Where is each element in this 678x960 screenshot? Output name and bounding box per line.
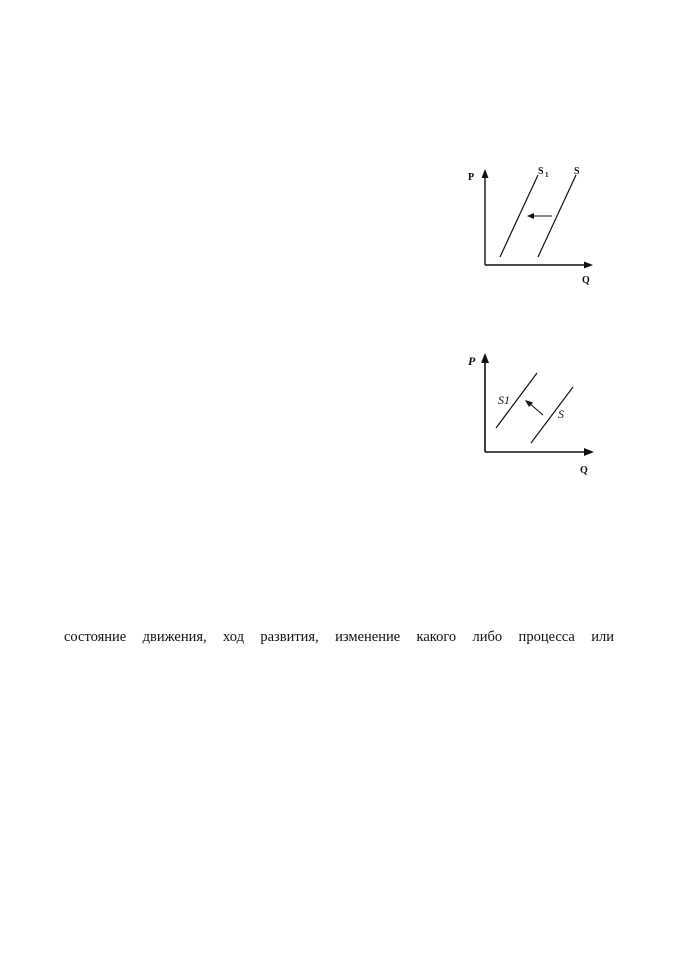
curve-s-label: S (558, 407, 564, 421)
p-axis-label: P (468, 172, 475, 183)
q-axis-arrowhead (584, 262, 593, 269)
body-text-line (64, 628, 614, 646)
q-axis-label: Q (582, 275, 590, 286)
p-axis-arrowhead (482, 169, 489, 178)
curve-s1-label: S1 (498, 393, 510, 407)
q-axis-arrowhead (584, 448, 594, 456)
p-axis-label: P (468, 354, 476, 368)
body-text: состояние движения, ход развития, изменение какого либо процесса или (64, 629, 614, 645)
supply-curve-s (531, 387, 573, 443)
curve-s1-label: S (538, 166, 544, 177)
supply-shift-figure-1 (460, 160, 600, 290)
supply-shift-graph-2 (460, 345, 600, 480)
shift-arrowhead (527, 213, 534, 219)
p-axis-arrowhead (481, 353, 489, 363)
shift-arrow-line (529, 403, 543, 415)
curve-s1-subscript: 1 (545, 171, 549, 179)
q-axis-label: Q (580, 465, 588, 476)
supply-shift-graph-1 (460, 160, 600, 290)
supply-shift-figure-2 (460, 345, 600, 480)
curve-s-label: S (574, 166, 580, 177)
